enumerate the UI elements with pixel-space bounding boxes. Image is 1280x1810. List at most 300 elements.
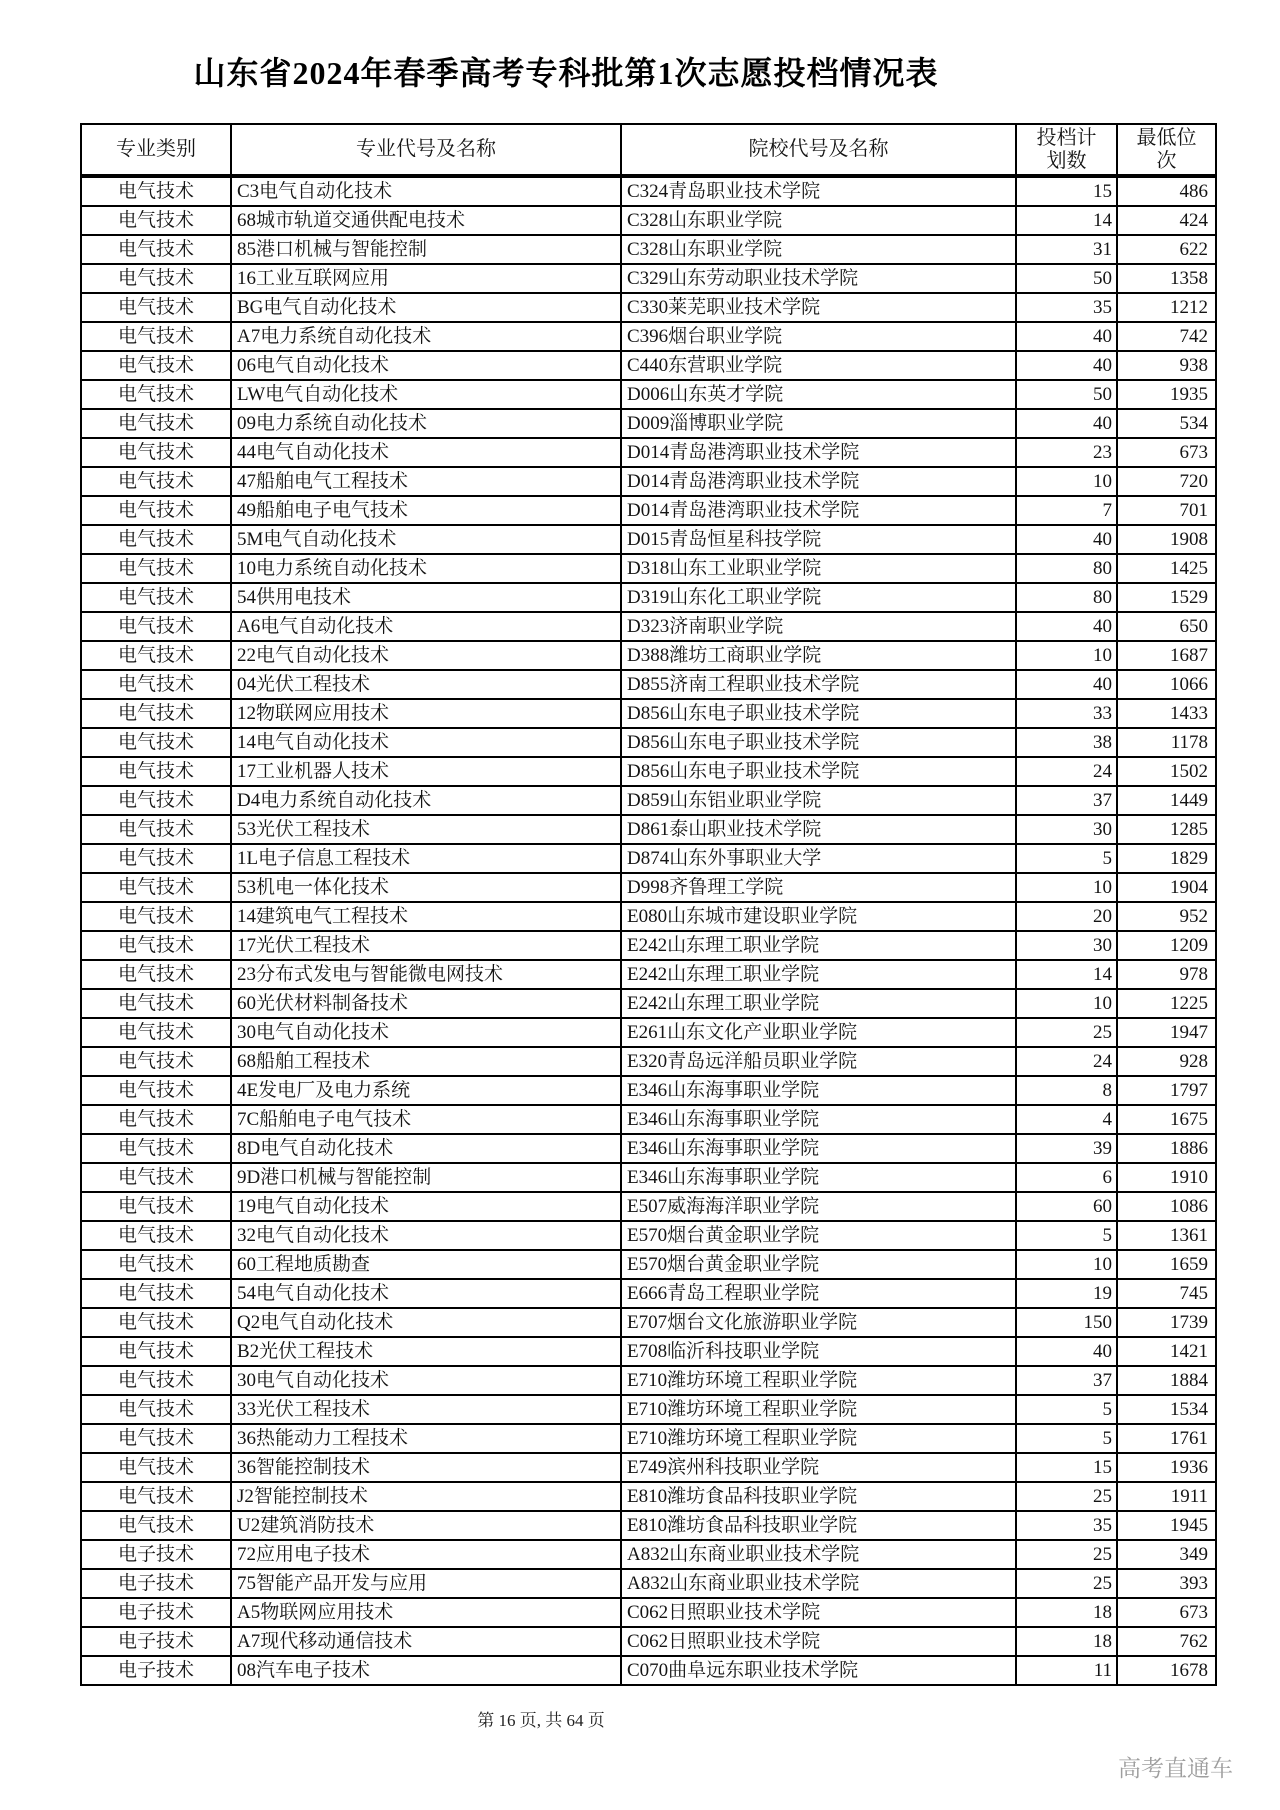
- cell-major-category: 电气技术: [81, 873, 231, 902]
- cell-college-code-name: C329山东劳动职业技术学院: [621, 264, 1016, 293]
- cell-plan-count: 18: [1016, 1598, 1117, 1627]
- cell-major-category: 电气技术: [81, 235, 231, 264]
- table-row: [81, 1018, 1216, 1047]
- cell-plan-count: 25: [1016, 1569, 1117, 1598]
- cell-plan-count: 15: [1016, 176, 1117, 206]
- cell-plan-count: 40: [1016, 1337, 1117, 1366]
- cell-plan-count: 25: [1016, 1018, 1117, 1047]
- cell-major-category: 电气技术: [81, 1250, 231, 1279]
- cell-lowest-rank: 928: [1117, 1047, 1216, 1076]
- cell-lowest-rank: 1433: [1117, 699, 1216, 728]
- cell-major-code-name: 5M电气自动化技术: [231, 525, 621, 554]
- column-header-label: 投档计划数: [1036, 126, 1097, 172]
- cell-major-code-name: 47船舶电气工程技术: [231, 467, 621, 496]
- cell-college-code-name: D015青岛恒星科技学院: [621, 525, 1016, 554]
- cell-plan-count: 33: [1016, 699, 1117, 728]
- cell-major-code-name: 06电气自动化技术: [231, 351, 621, 380]
- cell-lowest-rank: 1209: [1117, 931, 1216, 960]
- cell-major-code-name: 54电气自动化技术: [231, 1279, 621, 1308]
- table-row: [81, 1105, 1216, 1134]
- cell-college-code-name: E710潍坊环境工程职业学院: [621, 1395, 1016, 1424]
- cell-lowest-rank: 1910: [1117, 1163, 1216, 1192]
- cell-lowest-rank: 349: [1117, 1540, 1216, 1569]
- cell-major-category: 电气技术: [81, 525, 231, 554]
- cell-college-code-name: D014青岛港湾职业技术学院: [621, 467, 1016, 496]
- cell-plan-count: 35: [1016, 293, 1117, 322]
- column-header-major-category: [81, 124, 231, 176]
- cell-lowest-rank: 978: [1117, 960, 1216, 989]
- cell-lowest-rank: 486: [1117, 176, 1216, 206]
- table-row: [81, 176, 1216, 206]
- cell-major-category: 电气技术: [81, 176, 231, 206]
- cell-major-category: 电气技术: [81, 728, 231, 757]
- page-number-footer: 第 16 页, 共 64 页: [477, 1711, 605, 1730]
- cell-plan-count: 10: [1016, 873, 1117, 902]
- cell-major-category: 电气技术: [81, 496, 231, 525]
- cell-lowest-rank: 534: [1117, 409, 1216, 438]
- cell-college-code-name: D859山东铝业职业学院: [621, 786, 1016, 815]
- cell-lowest-rank: 1225: [1117, 989, 1216, 1018]
- column-header-label: 专业类别: [116, 138, 196, 160]
- table-row: [81, 1395, 1216, 1424]
- table-row: [81, 902, 1216, 931]
- table-row: [81, 960, 1216, 989]
- table-row: [81, 1511, 1216, 1540]
- cell-major-code-name: 16工业互联网应用: [231, 264, 621, 293]
- cell-college-code-name: E242山东理工职业学院: [621, 960, 1016, 989]
- cell-plan-count: 10: [1016, 641, 1117, 670]
- cell-plan-count: 15: [1016, 1453, 1117, 1482]
- cell-college-code-name: A832山东商业职业技术学院: [621, 1569, 1016, 1598]
- cell-plan-count: 40: [1016, 670, 1117, 699]
- cell-plan-count: 10: [1016, 989, 1117, 1018]
- cell-major-code-name: 17光伏工程技术: [231, 931, 621, 960]
- cell-lowest-rank: 952: [1117, 902, 1216, 931]
- cell-plan-count: 30: [1016, 815, 1117, 844]
- cell-college-code-name: C328山东职业学院: [621, 206, 1016, 235]
- cell-major-code-name: A7电力系统自动化技术: [231, 322, 621, 351]
- cell-lowest-rank: 1421: [1117, 1337, 1216, 1366]
- cell-plan-count: 37: [1016, 1366, 1117, 1395]
- admission-table: [80, 123, 1217, 1686]
- cell-major-code-name: 75智能产品开发与应用: [231, 1569, 621, 1598]
- cell-plan-count: 7: [1016, 496, 1117, 525]
- cell-college-code-name: D856山东电子职业技术学院: [621, 699, 1016, 728]
- cell-college-code-name: C324青岛职业技术学院: [621, 176, 1016, 206]
- cell-plan-count: 14: [1016, 206, 1117, 235]
- cell-lowest-rank: 1687: [1117, 641, 1216, 670]
- table-row: [81, 322, 1216, 351]
- cell-college-code-name: A832山东商业职业技术学院: [621, 1540, 1016, 1569]
- cell-plan-count: 10: [1016, 467, 1117, 496]
- cell-major-category: 电气技术: [81, 583, 231, 612]
- cell-plan-count: 11: [1016, 1656, 1117, 1685]
- cell-plan-count: 150: [1016, 1308, 1117, 1337]
- cell-plan-count: 80: [1016, 554, 1117, 583]
- cell-college-code-name: D009淄博职业学院: [621, 409, 1016, 438]
- cell-major-code-name: J2智能控制技术: [231, 1482, 621, 1511]
- cell-college-code-name: C396烟台职业学院: [621, 322, 1016, 351]
- cell-major-category: 电气技术: [81, 1047, 231, 1076]
- cell-major-code-name: B2光伏工程技术: [231, 1337, 621, 1366]
- column-header-plan-count: [1016, 124, 1117, 176]
- table-row: [81, 583, 1216, 612]
- cell-college-code-name: E570烟台黄金职业学院: [621, 1250, 1016, 1279]
- cell-lowest-rank: 393: [1117, 1569, 1216, 1598]
- cell-major-category: 电子技术: [81, 1656, 231, 1685]
- cell-major-category: 电气技术: [81, 1163, 231, 1192]
- cell-lowest-rank: 1659: [1117, 1250, 1216, 1279]
- column-header-label: 最低位次: [1136, 126, 1197, 172]
- cell-major-category: 电子技术: [81, 1598, 231, 1627]
- cell-plan-count: 50: [1016, 380, 1117, 409]
- table-row: [81, 1047, 1216, 1076]
- cell-college-code-name: E346山东海事职业学院: [621, 1163, 1016, 1192]
- cell-major-category: 电气技术: [81, 844, 231, 873]
- cell-lowest-rank: 1529: [1117, 583, 1216, 612]
- column-header-major-code-name: [231, 124, 621, 176]
- table-row: [81, 989, 1216, 1018]
- cell-college-code-name: C440东营职业学院: [621, 351, 1016, 380]
- table-row: [81, 293, 1216, 322]
- table-row: [81, 815, 1216, 844]
- cell-college-code-name: D856山东电子职业技术学院: [621, 757, 1016, 786]
- cell-major-category: 电气技术: [81, 438, 231, 467]
- cell-college-code-name: E749滨州科技职业学院: [621, 1453, 1016, 1482]
- cell-college-code-name: E708临沂科技职业学院: [621, 1337, 1016, 1366]
- cell-major-code-name: 36智能控制技术: [231, 1453, 621, 1482]
- cell-lowest-rank: 1086: [1117, 1192, 1216, 1221]
- table-row: [81, 467, 1216, 496]
- cell-major-category: 电气技术: [81, 902, 231, 931]
- cell-college-code-name: E570烟台黄金职业学院: [621, 1221, 1016, 1250]
- cell-plan-count: 23: [1016, 438, 1117, 467]
- cell-college-code-name: E707烟台文化旅游职业学院: [621, 1308, 1016, 1337]
- cell-college-code-name: C328山东职业学院: [621, 235, 1016, 264]
- cell-college-code-name: C330莱芜职业技术学院: [621, 293, 1016, 322]
- cell-college-code-name: E346山东海事职业学院: [621, 1105, 1016, 1134]
- cell-plan-count: 38: [1016, 728, 1117, 757]
- cell-plan-count: 6: [1016, 1163, 1117, 1192]
- table-row: [81, 1424, 1216, 1453]
- table-row: [81, 757, 1216, 786]
- table-row: [81, 1279, 1216, 1308]
- cell-major-code-name: 10电力系统自动化技术: [231, 554, 621, 583]
- cell-plan-count: 40: [1016, 612, 1117, 641]
- table-row: [81, 438, 1216, 467]
- column-header-college-code-name: [621, 124, 1016, 176]
- cell-major-code-name: 04光伏工程技术: [231, 670, 621, 699]
- cell-major-category: 电气技术: [81, 1482, 231, 1511]
- cell-major-category: 电气技术: [81, 554, 231, 583]
- cell-lowest-rank: 762: [1117, 1627, 1216, 1656]
- cell-major-code-name: 53光伏工程技术: [231, 815, 621, 844]
- cell-major-category: 电气技术: [81, 206, 231, 235]
- table-row: [81, 1453, 1216, 1482]
- cell-plan-count: 18: [1016, 1627, 1117, 1656]
- cell-major-category: 电气技术: [81, 670, 231, 699]
- cell-lowest-rank: 650: [1117, 612, 1216, 641]
- watermark-text: 高考直通车: [1118, 1756, 1233, 1781]
- cell-lowest-rank: 673: [1117, 1598, 1216, 1627]
- cell-major-code-name: 49船舶电子电气技术: [231, 496, 621, 525]
- cell-college-code-name: E242山东理工职业学院: [621, 931, 1016, 960]
- cell-major-code-name: 68城市轨道交通供配电技术: [231, 206, 621, 235]
- cell-major-category: 电气技术: [81, 1366, 231, 1395]
- cell-major-code-name: A7现代移动通信技术: [231, 1627, 621, 1656]
- table-row: [81, 1366, 1216, 1395]
- cell-major-category: 电子技术: [81, 1540, 231, 1569]
- cell-major-code-name: 54供用电技术: [231, 583, 621, 612]
- table-row: [81, 1569, 1216, 1598]
- cell-college-code-name: D323济南职业学院: [621, 612, 1016, 641]
- table-row: [81, 1250, 1216, 1279]
- cell-major-code-name: C3电气自动化技术: [231, 176, 621, 206]
- cell-major-code-name: 14建筑电气工程技术: [231, 902, 621, 931]
- cell-major-code-name: 08汽车电子技术: [231, 1656, 621, 1685]
- table-row: [81, 1627, 1216, 1656]
- cell-lowest-rank: 1502: [1117, 757, 1216, 786]
- cell-major-category: 电气技术: [81, 1076, 231, 1105]
- table-row: [81, 264, 1216, 293]
- cell-major-category: 电气技术: [81, 786, 231, 815]
- cell-college-code-name: D861泰山职业技术学院: [621, 815, 1016, 844]
- cell-college-code-name: D855济南工程职业技术学院: [621, 670, 1016, 699]
- table-row: [81, 1076, 1216, 1105]
- cell-major-category: 电气技术: [81, 380, 231, 409]
- cell-plan-count: 5: [1016, 1221, 1117, 1250]
- cell-major-code-name: A6电气自动化技术: [231, 612, 621, 641]
- cell-college-code-name: E261山东文化产业职业学院: [621, 1018, 1016, 1047]
- cell-major-code-name: 17工业机器人技术: [231, 757, 621, 786]
- page-title: 山东省2024年春季高考专科批第1次志愿投档情况表: [193, 55, 939, 91]
- cell-lowest-rank: 1739: [1117, 1308, 1216, 1337]
- cell-college-code-name: E810潍坊食品科技职业学院: [621, 1511, 1016, 1540]
- cell-college-code-name: C062日照职业技术学院: [621, 1598, 1016, 1627]
- cell-major-code-name: 1L电子信息工程技术: [231, 844, 621, 873]
- cell-plan-count: 30: [1016, 931, 1117, 960]
- cell-major-code-name: 4E发电厂及电力系统: [231, 1076, 621, 1105]
- cell-major-code-name: 36热能动力工程技术: [231, 1424, 621, 1453]
- cell-plan-count: 24: [1016, 757, 1117, 786]
- cell-major-category: 电气技术: [81, 757, 231, 786]
- table-row: [81, 235, 1216, 264]
- cell-major-category: 电气技术: [81, 264, 231, 293]
- cell-major-code-name: LW电气自动化技术: [231, 380, 621, 409]
- cell-major-category: 电气技术: [81, 1424, 231, 1453]
- cell-plan-count: 14: [1016, 960, 1117, 989]
- cell-lowest-rank: 1285: [1117, 815, 1216, 844]
- cell-major-category: 电气技术: [81, 1395, 231, 1424]
- table-row: [81, 844, 1216, 873]
- cell-college-code-name: E080山东城市建设职业学院: [621, 902, 1016, 931]
- cell-college-code-name: C070曲阜远东职业技术学院: [621, 1656, 1016, 1685]
- cell-college-code-name: D998齐鲁理工学院: [621, 873, 1016, 902]
- cell-plan-count: 5: [1016, 844, 1117, 873]
- table-row: [81, 786, 1216, 815]
- cell-major-category: 电气技术: [81, 1308, 231, 1337]
- cell-major-code-name: 9D港口机械与智能控制: [231, 1163, 621, 1192]
- table-row: [81, 1482, 1216, 1511]
- cell-major-category: 电气技术: [81, 1192, 231, 1221]
- cell-major-code-name: Q2电气自动化技术: [231, 1308, 621, 1337]
- cell-major-category: 电子技术: [81, 1627, 231, 1656]
- column-header-label: 院校代号及名称: [748, 138, 889, 160]
- cell-major-category: 电气技术: [81, 641, 231, 670]
- cell-major-category: 电气技术: [81, 1279, 231, 1308]
- cell-major-code-name: D4电力系统自动化技术: [231, 786, 621, 815]
- table-row: [81, 1337, 1216, 1366]
- cell-lowest-rank: 1935: [1117, 380, 1216, 409]
- cell-major-code-name: 85港口机械与智能控制: [231, 235, 621, 264]
- cell-lowest-rank: 1761: [1117, 1424, 1216, 1453]
- table-row: [81, 1134, 1216, 1163]
- table-row: [81, 206, 1216, 235]
- cell-college-code-name: E346山东海事职业学院: [621, 1076, 1016, 1105]
- cell-college-code-name: E810潍坊食品科技职业学院: [621, 1482, 1016, 1511]
- table-row: [81, 641, 1216, 670]
- cell-major-category: 电气技术: [81, 989, 231, 1018]
- cell-major-category: 电气技术: [81, 467, 231, 496]
- cell-lowest-rank: 1947: [1117, 1018, 1216, 1047]
- cell-plan-count: 40: [1016, 351, 1117, 380]
- cell-major-code-name: 23分布式发电与智能微电网技术: [231, 960, 621, 989]
- cell-major-code-name: 8D电气自动化技术: [231, 1134, 621, 1163]
- cell-lowest-rank: 1358: [1117, 264, 1216, 293]
- table-row: [81, 409, 1216, 438]
- cell-lowest-rank: 1066: [1117, 670, 1216, 699]
- cell-major-code-name: 30电气自动化技术: [231, 1018, 621, 1047]
- cell-college-code-name: E320青岛远洋船员职业学院: [621, 1047, 1016, 1076]
- cell-plan-count: 50: [1016, 264, 1117, 293]
- cell-lowest-rank: 424: [1117, 206, 1216, 235]
- column-header-lowest-rank: [1117, 124, 1216, 176]
- table-row: [81, 1308, 1216, 1337]
- cell-plan-count: 31: [1016, 235, 1117, 264]
- cell-major-code-name: U2建筑消防技术: [231, 1511, 621, 1540]
- cell-major-category: 电气技术: [81, 1453, 231, 1482]
- cell-major-code-name: 14电气自动化技术: [231, 728, 621, 757]
- cell-plan-count: 40: [1016, 322, 1117, 351]
- table-row: [81, 931, 1216, 960]
- cell-plan-count: 40: [1016, 525, 1117, 554]
- table-row: [81, 612, 1216, 641]
- cell-major-category: 电气技术: [81, 1337, 231, 1366]
- cell-major-category: 电气技术: [81, 815, 231, 844]
- cell-major-category: 电气技术: [81, 293, 231, 322]
- table-row: [81, 699, 1216, 728]
- table-row: [81, 380, 1216, 409]
- cell-major-code-name: 09电力系统自动化技术: [231, 409, 621, 438]
- cell-lowest-rank: 622: [1117, 235, 1216, 264]
- cell-major-code-name: 32电气自动化技术: [231, 1221, 621, 1250]
- cell-lowest-rank: 938: [1117, 351, 1216, 380]
- table-header-row: [81, 124, 1216, 176]
- cell-major-code-name: 33光伏工程技术: [231, 1395, 621, 1424]
- cell-college-code-name: D014青岛港湾职业技术学院: [621, 438, 1016, 467]
- cell-lowest-rank: 1936: [1117, 1453, 1216, 1482]
- cell-major-code-name: 44电气自动化技术: [231, 438, 621, 467]
- cell-plan-count: 4: [1016, 1105, 1117, 1134]
- cell-plan-count: 80: [1016, 583, 1117, 612]
- table-row: [81, 1192, 1216, 1221]
- cell-college-code-name: D014青岛港湾职业技术学院: [621, 496, 1016, 525]
- cell-major-category: 电气技术: [81, 699, 231, 728]
- table-row: [81, 351, 1216, 380]
- cell-major-category: 电气技术: [81, 612, 231, 641]
- cell-major-code-name: 53机电一体化技术: [231, 873, 621, 902]
- cell-college-code-name: E710潍坊环境工程职业学院: [621, 1366, 1016, 1395]
- cell-major-category: 电气技术: [81, 1134, 231, 1163]
- table-row: [81, 525, 1216, 554]
- table-row: [81, 728, 1216, 757]
- cell-major-code-name: 7C船舶电子电气技术: [231, 1105, 621, 1134]
- cell-lowest-rank: 1904: [1117, 873, 1216, 902]
- cell-plan-count: 19: [1016, 1279, 1117, 1308]
- cell-plan-count: 24: [1016, 1047, 1117, 1076]
- cell-lowest-rank: 1911: [1117, 1482, 1216, 1511]
- cell-lowest-rank: 742: [1117, 322, 1216, 351]
- cell-major-code-name: 60光伏材料制备技术: [231, 989, 621, 1018]
- cell-lowest-rank: 673: [1117, 438, 1216, 467]
- cell-lowest-rank: 701: [1117, 496, 1216, 525]
- cell-plan-count: 25: [1016, 1482, 1117, 1511]
- cell-lowest-rank: 1425: [1117, 554, 1216, 583]
- table-row: [81, 1221, 1216, 1250]
- cell-major-code-name: 30电气自动化技术: [231, 1366, 621, 1395]
- cell-college-code-name: E242山东理工职业学院: [621, 989, 1016, 1018]
- cell-college-code-name: C062日照职业技术学院: [621, 1627, 1016, 1656]
- cell-college-code-name: D856山东电子职业技术学院: [621, 728, 1016, 757]
- cell-college-code-name: E346山东海事职业学院: [621, 1134, 1016, 1163]
- cell-college-code-name: D388潍坊工商职业学院: [621, 641, 1016, 670]
- table-row: [81, 496, 1216, 525]
- column-header-label: 专业代号及名称: [356, 138, 496, 160]
- cell-college-code-name: E507威海海洋职业学院: [621, 1192, 1016, 1221]
- table-row: [81, 1163, 1216, 1192]
- cell-major-category: 电气技术: [81, 1018, 231, 1047]
- cell-plan-count: 8: [1016, 1076, 1117, 1105]
- cell-major-code-name: 22电气自动化技术: [231, 641, 621, 670]
- cell-major-category: 电气技术: [81, 322, 231, 351]
- cell-plan-count: 35: [1016, 1511, 1117, 1540]
- table-row: [81, 670, 1216, 699]
- cell-plan-count: 25: [1016, 1540, 1117, 1569]
- cell-college-code-name: D874山东外事职业大学: [621, 844, 1016, 873]
- cell-lowest-rank: 1678: [1117, 1656, 1216, 1685]
- cell-major-category: 电气技术: [81, 1105, 231, 1134]
- cell-lowest-rank: 1449: [1117, 786, 1216, 815]
- cell-college-code-name: E710潍坊环境工程职业学院: [621, 1424, 1016, 1453]
- cell-plan-count: 10: [1016, 1250, 1117, 1279]
- cell-plan-count: 5: [1016, 1424, 1117, 1453]
- cell-lowest-rank: 1797: [1117, 1076, 1216, 1105]
- table-row: [81, 554, 1216, 583]
- cell-lowest-rank: 1361: [1117, 1221, 1216, 1250]
- cell-plan-count: 37: [1016, 786, 1117, 815]
- table-row: [81, 1656, 1216, 1685]
- cell-lowest-rank: 745: [1117, 1279, 1216, 1308]
- cell-plan-count: 40: [1016, 409, 1117, 438]
- cell-major-code-name: 12物联网应用技术: [231, 699, 621, 728]
- cell-lowest-rank: 1534: [1117, 1395, 1216, 1424]
- cell-major-code-name: 19电气自动化技术: [231, 1192, 621, 1221]
- cell-major-category: 电气技术: [81, 1221, 231, 1250]
- cell-college-code-name: E666青岛工程职业学院: [621, 1279, 1016, 1308]
- cell-lowest-rank: 1178: [1117, 728, 1216, 757]
- cell-lowest-rank: 1675: [1117, 1105, 1216, 1134]
- cell-lowest-rank: 720: [1117, 467, 1216, 496]
